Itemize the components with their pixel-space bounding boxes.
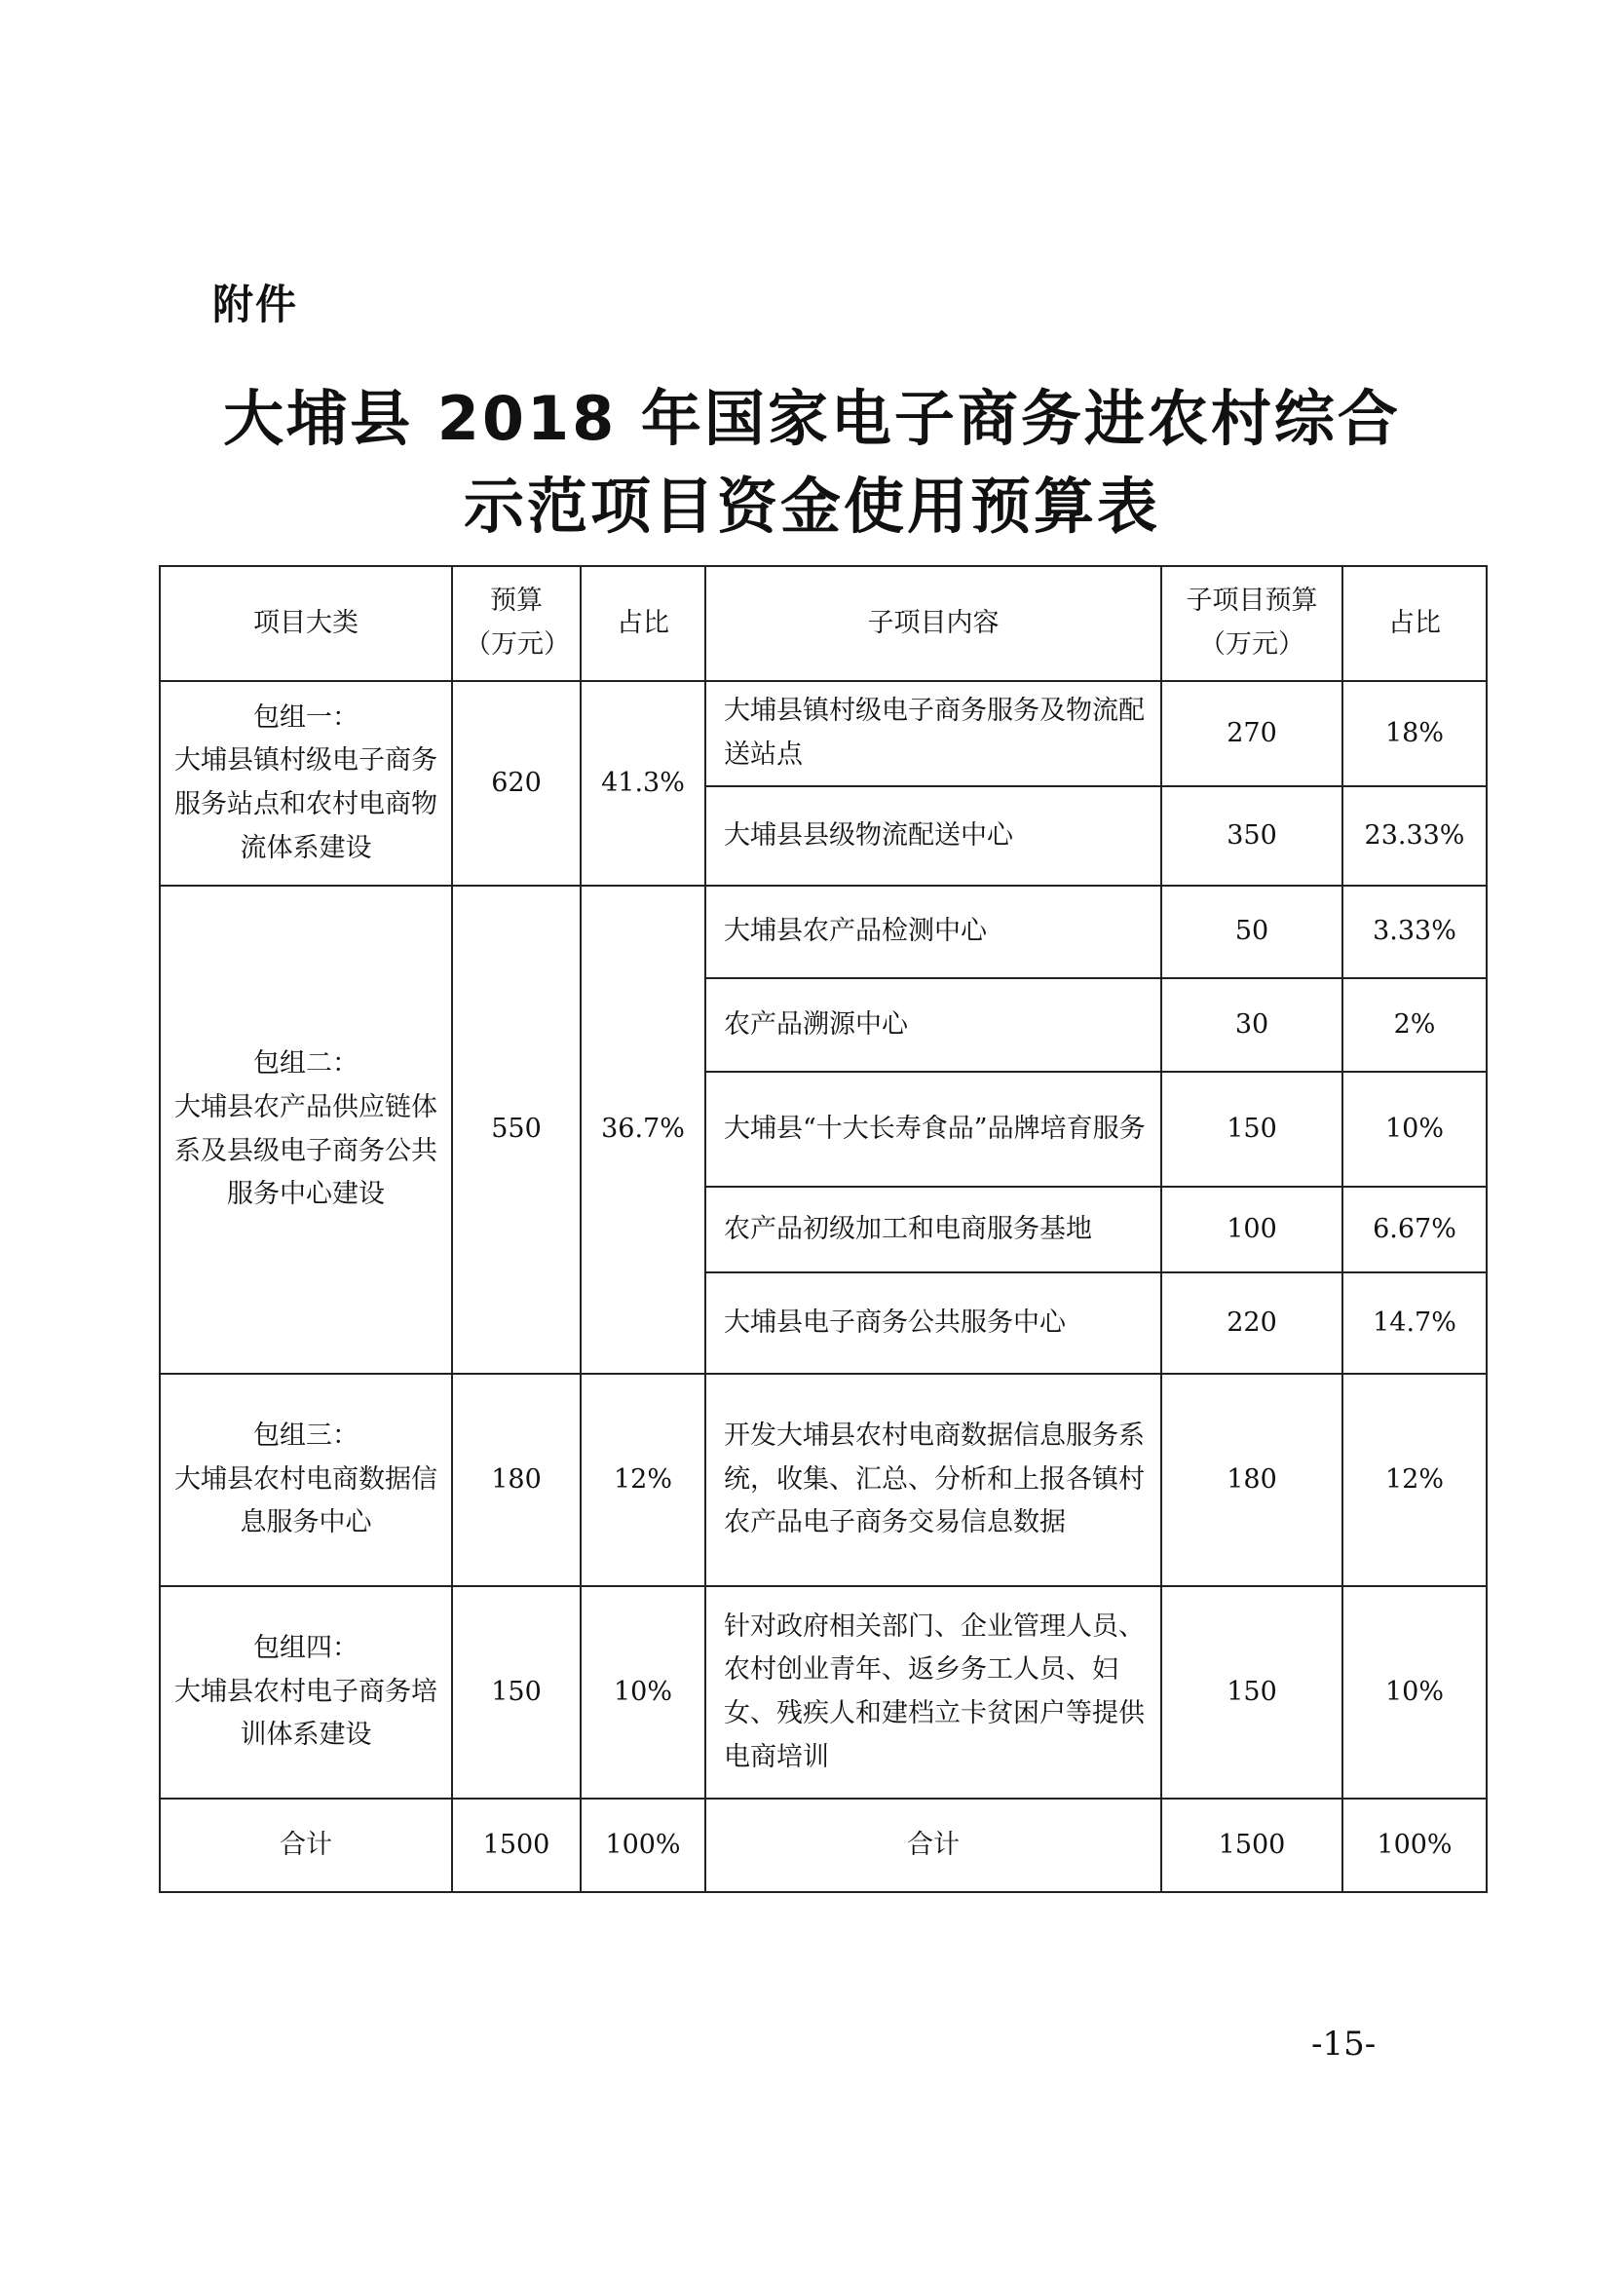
group-ratio: 10%	[581, 1586, 705, 1799]
sub-content: 大埔县“十大长寿食品”品牌培育服务	[705, 1072, 1161, 1187]
total-ratio: 100%	[581, 1799, 705, 1892]
sub-content: 针对政府相关部门、企业管理人员、农村创业青年、返乡务工人员、妇女、残疾人和建档立卡贫困户等提供电商培训	[705, 1586, 1161, 1799]
sub-ratio: 10%	[1342, 1586, 1487, 1799]
document-title-line-2: 示范项目资金使用预算表	[463, 471, 1160, 542]
sub-budget: 100	[1161, 1187, 1342, 1272]
sub-budget: 150	[1161, 1586, 1342, 1799]
total-row	[160, 1799, 1487, 1892]
header-sub-ratio: 占比	[1342, 566, 1487, 681]
group-ratio: 36.7%	[581, 886, 705, 1374]
header-sub-content: 子项目内容	[705, 566, 1161, 681]
total-label: 合计	[160, 1799, 452, 1892]
sub-budget: 50	[1161, 886, 1342, 978]
document-title-line-1: 大埔县 2018 年国家电子商务进农村综合	[223, 383, 1401, 454]
sub-budget: 180	[1161, 1374, 1342, 1586]
sub-content: 农产品溯源中心	[705, 978, 1161, 1072]
table-row	[160, 886, 1487, 978]
group-budget: 620	[452, 681, 581, 886]
group-budget: 550	[452, 886, 581, 1374]
sub-content: 农产品初级加工和电商服务基地	[705, 1187, 1161, 1272]
total-sub-ratio: 100%	[1342, 1799, 1487, 1892]
attachment-label: 附件	[212, 281, 299, 328]
sub-ratio: 6.67%	[1342, 1187, 1487, 1272]
group-category: 包组二： 大埔县农产品供应链体系及县级电子商务公共服务中心建设	[160, 886, 452, 1374]
total-sub-label: 合计	[705, 1799, 1161, 1892]
table-row	[160, 681, 1487, 786]
table-row	[160, 1586, 1487, 1799]
group-ratio: 12%	[581, 1374, 705, 1586]
sub-ratio: 12%	[1342, 1374, 1487, 1586]
header-category: 项目大类	[160, 566, 452, 681]
sub-content: 大埔县县级物流配送中心	[705, 786, 1161, 886]
group-category: 包组四： 大埔县农村电子商务培训体系建设	[160, 1586, 452, 1799]
header-sub-budget: 子项目预算 （万元）	[1161, 566, 1342, 681]
sub-ratio: 2%	[1342, 978, 1487, 1072]
sub-ratio: 23.33%	[1342, 786, 1487, 886]
sub-ratio: 10%	[1342, 1072, 1487, 1187]
sub-budget: 30	[1161, 978, 1342, 1072]
total-sub-budget: 1500	[1161, 1799, 1342, 1892]
sub-content: 开发大埔县农村电商数据信息服务系统，收集、汇总、分析和上报各镇村农产品电子商务交易信息数据	[705, 1374, 1161, 1586]
sub-ratio: 14.7%	[1342, 1272, 1487, 1374]
sub-content: 大埔县农产品检测中心	[705, 886, 1161, 978]
header-budget: 预算 （万元）	[452, 566, 581, 681]
sub-content: 大埔县电子商务公共服务中心	[705, 1272, 1161, 1374]
sub-budget: 350	[1161, 786, 1342, 886]
sub-ratio: 18%	[1342, 681, 1487, 786]
sub-budget: 270	[1161, 681, 1342, 786]
header-ratio: 占比	[581, 566, 705, 681]
group-budget: 180	[452, 1374, 581, 1586]
group-budget: 150	[452, 1586, 581, 1799]
table-row	[160, 1374, 1487, 1586]
table-header-row	[160, 566, 1487, 681]
group-category: 包组三： 大埔县农村电商数据信息服务中心	[160, 1374, 452, 1586]
sub-budget: 220	[1161, 1272, 1342, 1374]
budget-table	[159, 565, 1488, 1893]
group-ratio: 41.3%	[581, 681, 705, 886]
group-category: 包组一： 大埔县镇村级电子商务服务站点和农村电商物流体系建设	[160, 681, 452, 886]
total-budget: 1500	[452, 1799, 581, 1892]
sub-ratio: 3.33%	[1342, 886, 1487, 978]
page-number: -15-	[1311, 2025, 1377, 2064]
sub-budget: 150	[1161, 1072, 1342, 1187]
sub-content: 大埔县镇村级电子商务服务及物流配送站点	[705, 681, 1161, 786]
